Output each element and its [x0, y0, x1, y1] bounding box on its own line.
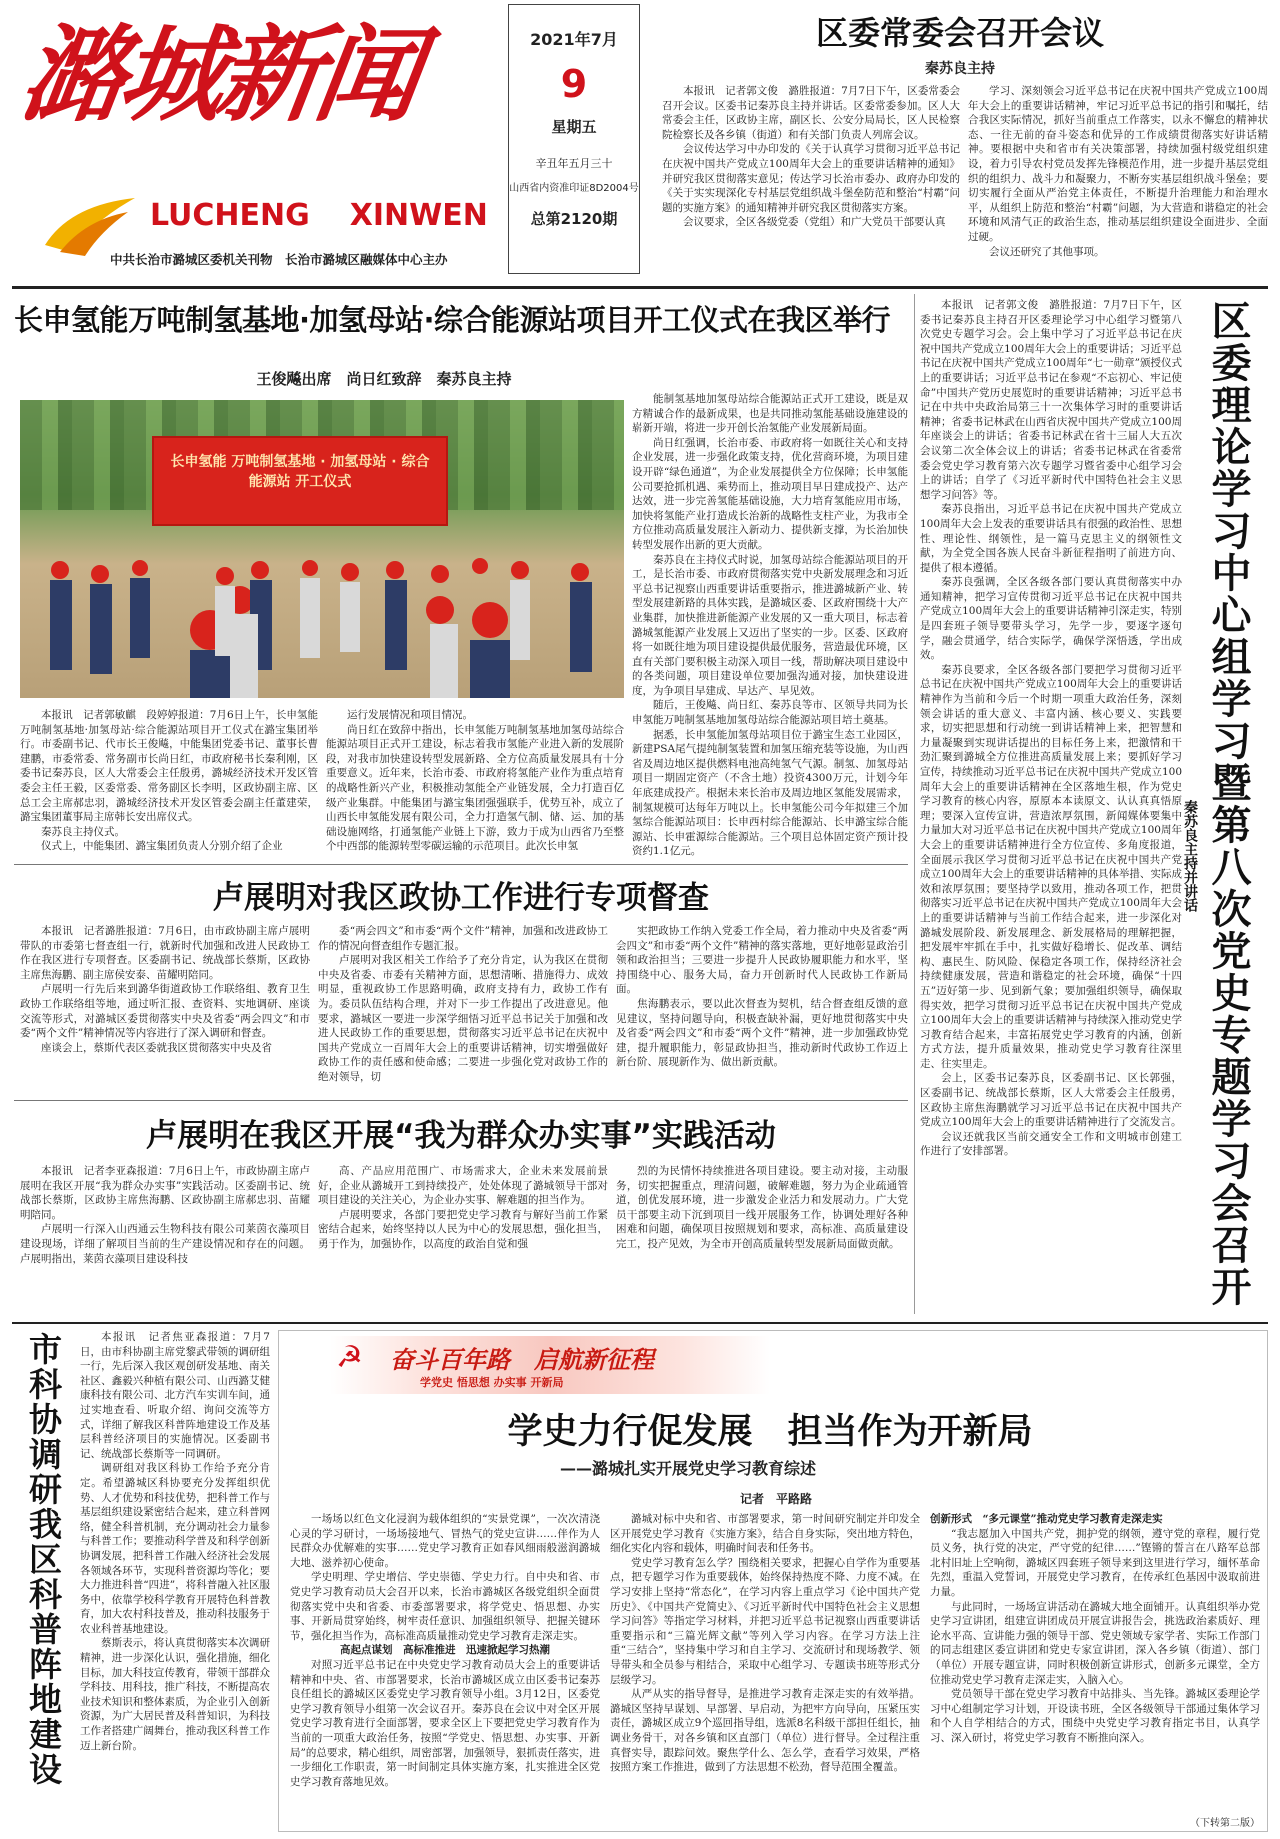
- masthead-title: 潞城新闻: [13, 13, 423, 136]
- divider-theory: [914, 294, 915, 1314]
- divider-lower: [12, 1322, 1268, 1324]
- date-issue: 总第2120期: [530, 210, 618, 228]
- campaign-sub: 学党史 悟思想 办实事 开新局: [420, 1376, 564, 1389]
- service-col1: 本报讯 记者李亚森报道：7月6日上午，市政协副主席卢展明在我区开展“我为群众办实事”实践活动。区委副书记、统战部长蔡斯，区政协主席焦海鹏、区政协副主席郝忠羽、苗耀明陪同。 卢展明一行深入山西通云生物科技有限公司莱茵衣藻项目建设现场，详细了解项目当前的生产建设情况和存在的问题。卢展明指出，莱茵衣藻项目建设科技: [20, 1165, 310, 1265]
- date-box: [508, 4, 640, 274]
- standing-committee-col2: 学习、深刻领会习近平总书记在庆祝中国共产党成立100周年大会上的重要讲话精神，牢记习近平总书记的指引和嘱托，结合我区实际情况，抓好当前重点工作落实，以永不懈怠的精神状态、一往无前的奋斗姿态和优异的工作成绩贯彻落实好讲话精神。要根据中央和省市有关决策部署，持续加强村级党组织建设，着力引导农村党员发挥先锋模范作用，进一步提升基层党组织的组织力、战斗力和凝聚力，不断夯实基层组织战斗堡垒；要切实履行全面从严治党主体责任，不断提升治理能力和治理水平，从组织上防范和整治“村霸”问题，为大营造和谐稳定的社会环境和风清气正的政治生态，推动基层组织建设全面进步、全面过硬。 会议还研究了其他事项。: [968, 85, 1268, 258]
- service-col2: 高、产品应用范围广、市场需求大，企业未来发展前景好，企业从潞城开工到持续投产，处处体现了潞城领导干部对项目建设的关注关心，为企业办实事、解难题的担当作为。 卢展明要求，各部门要把党史学习教育与解好当前工作紧密结合起来，始终坚持以人民为中心的发展思想，强化担当，勇于作为，加强协作，以高度的政治自觉和强: [318, 1165, 608, 1250]
- lead-col-a: 本报讯 记者郭敏麒 段婷婷报道：7月6日上午，长申氢能万吨制氢基地·加氢母站·综合能源站项目开工仪式在潞宝集团举行。市委副书记、代市长王俊飚，中能集团党委书记、董事长曹建鹏，市委常委、常务副市长尚日红，市政府秘书长秦利刚，区委书记秦苏良，区人大常委会主任殷勇，潞城经济技术开发区管委会主任王毅，区委常委、常务副区长李明，区政协副主席、区总工会主席郝忠羽，潞城经济技术开发区管委会副主任董建荣，潞宝集团董事局主席韩长安出席仪式。 秦苏良主持仪式。 仪式上，中能集团、潞宝集团负责人分别介绍了企业: [20, 709, 318, 853]
- theory-subtitle: 秦苏良主持并讲话: [1182, 800, 1198, 912]
- feature-headline: 学史力行促发展 担当作为开新局: [507, 1412, 1033, 1452]
- date-permit: 山西省内资准印证8D2004号: [509, 183, 639, 194]
- service-headline: 卢展明在我区开展“我为群众办实事”实践活动: [146, 1118, 776, 1154]
- lead-headline: 长申氢能万吨制氢基地·加氢母站·综合能源站项目开工仪式在我区举行: [14, 303, 891, 337]
- political-col3: 实把政协工作纳入党委工作全局，着力推动中央及省委“两会四文”和市委“两个文件”精神的落实落地，更好地彰显政治引领和政治担当；三要进一步提升人民政协履职能力和水平，坚持围绕中心、服务大局，奋力开创新时代人民政协工作新局面。 焦海鹏表示，要以此次督查为契机，结合督查组反馈的意见建议，坚持问题导向，积极查缺补漏，更好地贯彻落实中央及省委“两会四文”和市委“两个文件”精神，进一步加强政协党建，提升履职能力，彰显政协担当，推动新时代政协工作迈上新台阶、展现新作为、做出新贡献。: [616, 925, 908, 1069]
- date-day: 9: [560, 62, 588, 106]
- sci-body: 本报讯 记者焦亚森报道：7月7日，由市科协副主席党黎武带领的调研组一行，先后深入我区观创研发基地、南关社区、鑫毅兴种植有限公司、山西潞艾健康科技有限公司、北方汽车实训车间，通过实地查看、听取介绍、询问交流等方式，详细了解我区科普阵地建设工作及基层科普经济项目的实施情况。区委副书记、统战部长蔡斯等一同调研。 调研组对我区科协工作给予充分肯定。希望潞城区科协要充分发挥组织优势、人才优势和科技优势，把科普工作与基层组织建设紧密结合起来，建立科普网络，健全科普机制，充分调动社会力量参与科普工作；要推动科学普及和科学创新协调发展，把科普工作融入经济社会发展各领域各环节，实现科普资源均等化；要大力推进科普“四进”，将科普融入社区服务中，依靠学校科学教育开展特色科普教育，加大农村科技普及，推动科技服务于农业科普基地建设。 蔡斯表示，将认真贯彻落实本次调研精神，进一步深化认识，强化措施，细化目标，加大科技宣传教育，带领干部群众学科技、用科技，推广科技，不断提高农业技术知识和整体素质，为企业引入创新资源，为广大居民普及科普知识，为科技工作者搭建广阔舞台，推动我区科普工作迈上新台阶。: [80, 1331, 270, 1752]
- theory-headline: 区委理论学习中心组学习暨第八次党史专题学习会召开: [1205, 300, 1251, 1308]
- divider-service: [14, 1100, 908, 1101]
- party-emblem-icon: ☭: [336, 1340, 363, 1375]
- feature-author: 记者 平路路: [740, 1492, 813, 1506]
- service-col3: 烈的为民情怀持续推进各项目建设。要主动对接，主动服务，切实把握重点，理清问题，破解难题，努力为企业疏通管道，创优发展环境，进一步激发企业活力和发展动力。广大党员干部要主动下沉到项目一线开展服务工作，协调处理好各种困难和问题，确保项目按照规划和要求，高标准、高质量建设完工，投产见效，为全市开创高质量转型发展新局面做贡献。: [616, 1165, 908, 1250]
- theory-body: 本报讯 记者郭文俊 潞胜报道：7月7日下午，区委书记秦苏良主持召开区委理论学习中心组学习暨第八次党史专题学习会。会上集中学习了习近平总书记在庆祝中国共产党成立100周年大会上的重要讲话；习近平总书记在庆祝中国共产党成立100周年“七一勋章”颁授仪式上的重要讲话；习近平总书记在参观“不忘初心、牢记使命”中国共产党历史展览时的重要讲话精神；习近平总书记在中共中央政治局第三十一次集体学习时的重要讲话精神；省委书记林武在山西省庆祝中国共产党成立100周年座谈会上的讲话；省委书记林武在省十三届人大五次会议第二次全体会议上的讲话；省委书记林武在省委常委会党史学习教育第六次专题学习暨省委中心组学习会上的讲话；自学了《习近平新时代中国特色社会主义思想学习问答》等。 秦苏良指出，习近平总书记在庆祝中国共产党成立100周年大会上发表的重要讲话具有很强的政治性、思想性、理论性、纲领性，是一篇马克思主义的纲领性文献，为全党全国各族人民奋斗新征程指明了前进方向、提供了根本遵循。 秦苏良强调，全区各级各部门要认真贯彻落实中办通知精神，把学习宣传贯彻习近平总书记在庆祝中国共产党成立100周年大会上的重要讲话精神引深走实，特别是四套班子领导要带头学习，先学一步，要逐字逐句学，融会贯通学，结合实际学，确保学深悟透，学出成效。 秦苏良要求，全区各级各部门要把学习贯彻习近平总书记在庆祝中国共产党成立100周年大会上的重要讲话精神作为当前和今后一个时期一项重大政治任务，深刻领会讲话的重大意义、丰富内涵、核心要义、实践要求，切实把思想和行动统一到讲话精神上来，把智慧和力量凝聚到实现讲话提出的目标任务上来，把激情和干劲汇聚到潞城全方位推进高质量发展上来；要抓好学习宣传，持续推动习近平总书记在庆祝中国共产党成立100周年大会上的重要讲话精神在全区落地生根，作为党史学习教育的核心内容，原原本本读原文、认认真真悟原理；要深入宣传宣讲，营造浓厚氛围，新闻媒体要集中力量加大对习近平总书记在庆祝中国共产党成立100周年大会上的重要讲话精神进行全方位宣传、多角度报道，全面展示我区学习贯彻习近平总书记在庆祝中国共产党成立100周年大会上的重要讲话精神的具体举措、实际成效和浓厚氛围；要坚持学以致用，推动各项工作，把贯彻落实习近平总书记在庆祝中国共产党成立100周年大会上的重要讲话精神与当前工作结合起来，进一步深化对潞城发展阶段、新发展理念、新发展格局的理解把握，把发展牢牢抓在手中，扎实做好稳增长、促改革、调结构、惠民生、防风险、保稳定各项工作，保持经济社会持续健康发展，营造和谐稳定的社会环境，确保“十四五”迈好第一步、见到新气象；要加强组织领导，确保取得实效，把学习贯彻习近平总书记在庆祝中国共产党成立100周年大会上的重要讲话精神与持续深入推动党史学习教育结合起来，丰富拓展党史学习教育的内涵，创新方式方法，提升质量效果，推动党史学习教育往深里走、往实里走。 会上，区委书记秦苏良，区委副书记、区长郭强，区委副书记、统战部长蔡斯，区人大常委会主任殷勇，区政协主席焦海鹏就学习习近平总书记在庆祝中国共产党成立100周年大会上的重要讲话精神进行了交流发言。 会议还就我区当前交通安全工作和文明城市创建工作进行了安排部署。: [920, 299, 1182, 1158]
- campaign-banner: [330, 1336, 770, 1394]
- date-lunar: 辛丑年五月三十: [535, 157, 613, 170]
- masthead-divider: [12, 286, 1268, 289]
- lead-photo: [20, 400, 624, 698]
- masthead-pinyin-lucheng: LUCHENG: [150, 198, 310, 233]
- political-col2: 委“两会四文”和市委“两个文件”精神，加强和改进政协工作的情况向督查组作专题汇报。 卢展明对我区相关工作给予了充分肯定，认为我区在贯彻中央及省委、市委有关精神方面，思想清晰、措施得力、成效明显，重视政协工作思路明确，政府支持有力，政协工作有为。委员队伍结构合理，并对下一步工作提出了改进意见。他要求，潞城区一要进一步深学细悟习近平总书记关于加强和改进人民政协工作的重要思想，贯彻落实习近平总书记在庆祝中国共产党成立一百周年大会上的重要讲话精神，切实增强做好政协工作的责任感和使命感；二要进一步强化党对政协工作的绝对领导，切: [318, 925, 608, 1083]
- campaign-slogan: 奋斗百年路 启航新征程: [390, 1345, 654, 1374]
- feature-subtitle: ——潞城扎实开展党史学习教育综述: [560, 1459, 817, 1478]
- date-year-month: 2021年7月: [530, 30, 618, 49]
- masthead-pinyin-xinwen: XINWEN: [349, 198, 488, 233]
- divider-political: [14, 864, 908, 865]
- political-headline: 卢展明对我区政协工作进行专项督查: [213, 880, 709, 916]
- lead-col-c: 能制氢基地加氢母站综合能源站正式开工建设，既是双方精诚合作的最新成果，也是共同推动氢能基础设施建设的崭新开端，将进一步开创长治氢能产业发展新局面。 尚日红强调，长治市委、市政府将一如既往关心和支持企业发展，进一步强化政策支持，优化营商环境，为项目建设开辟“绿色通道”，为企业发展提供全方位保障；长申氢能公司要抢抓机遇、乘势而上，推动项目早日建成投产、达产达效，进一步完善氢能基础设施，大力培育氢能应用市场，加快将氢能产业打造成长治新的战略性支柱产业，为我市全方位推动高质量发展注入新动力、提供新支撑，为长治加快转型发展作出新的更大贡献。 秦苏良在主持仪式时说，加氢母站综合能源站项目的开工，是长治市委、市政府贯彻落实党中央新发展理念和习近平总书记视察山西重要讲话重要指示，推进潞城新产业、转型发展建新路的具体实践，是潞城区委、区政府围绕十大产业集群，加快推进新能源产业发展的又一重大项目，标志着潞城氢能源产业发展上又迈出了坚实的一步。区委、区政府将一如既往地为项目建设提供最优服务，营造最优环境，区直有关部门要积极主动深入项目一线，帮助解决项目建设中的各类问题，项目建设单位要加强沟通对接，加快建设进度，为争项目早建成、早达产、早见效。 随后，王俊飚、尚日红、秦苏良等市、区领导共同为长申氢能万吨制氢基地加氢母站综合能源站项目培土奠基。 据悉，长申氢能加氢母站项目位于潞宝生态工业园区，新建PSA尾气提纯制氢装置和加氢压缩充装等设施，为山西省及周边地区提供燃料电池高纯氢气气源。制氢、加氢母站项目一期固定资产（不含土地）投资4300万元，计划今年年底建成投产。根据未来长治市及周边地区氢能发展需求，制氢规模可达每年万吨以上。长申氢能公司今年拟建三个加氢综合能源站项目：长申西村综合能源站、长申潞宝综合能源站、长申霍源综合能源站。三个项目总体固定资产预计投资约1.1亿元。: [632, 393, 908, 858]
- ceremony-banner: [152, 436, 448, 526]
- lead-subtitle: 王俊飚出席 尚日红致辞 秦苏良主持: [256, 370, 512, 388]
- feature-col2: 潞城对标中央和省、市部署要求，第一时间研究制定并印发全区开展党史学习教育《实施方案》，结合自身实际，突出地方特色，细化实化内容和载体，明确时间表和任务书。 党史学习教育怎么学？围绕相关要求，把握心自学作为重要基点，把专题学习作为重要载体，始终保持热度不降、力度不减。在学习安排上坚持“常态化”，在学习内容上重点学习《论中国共产党历史》、《中国共产党简史》、《习近平新时代中国特色社会主义思想学习问答》等指定学习材料，并把习近平总书记视察山西重要讲话重要指示和“三篇光辉文献”等列入学习内容。在学习方法上注重“三结合”，坚持集中学习和自主学习、交流研讨和现场教学、领导带头和全员参与相结合，采取中心组学习、专题读书班等形式分层级学习。 从严从实的指导督导，是推进学习教育走深走实的有效举措。潞城区坚持早谋划、早部署、早启动，为把牢方向导向，压紧压实责任，潞城区成立9个巡回指导组，选派8名科级干部担任组长，抽调业务骨干，对各乡镇和区直部门（单位）进行督导。全过程注重真督实导，跟踪问效。聚焦学什么、怎么学，查看学习效果，严格按照方案工作推进，做到了方法思想不松劲，督导范围全覆盖。: [610, 1513, 920, 1774]
- date-weekday: 星期五: [551, 118, 597, 136]
- lead-col-b: 运行发展情况和项目情况。 尚日红在致辞中指出，长申氢能万吨制氢基地加氢母站综合能源站项目正式开工建设，标志着我市氢能产业进入新的发展阶段，对我市加快建设转型发展新路、全方位高质量发展具有十分重要意义。近年来，长治市委、市政府将氢能产业作为重点培育的战略性新兴产业，积极推动氢能全产业链发展，全力打造百亿级产业集群。中能集团与潞宝集团强强联手，优势互补，成立了山西长申氢能发展有限公司，全力打造氢气制、储、运、加的基础设施网络，打通氢能产业链上下游，致力于成为山西省乃至整个中西部的能源转型零碳运输的示范项目。此次长申氢: [326, 709, 624, 853]
- standing-committee-headline: 区委常委会召开会议: [815, 14, 1104, 52]
- standing-committee-host: 秦苏良主持: [925, 61, 995, 77]
- ceremony-banner-text: 长申氢能 万吨制氢基地 · 加氢母站 · 综合能源站 开工仪式: [170, 454, 430, 490]
- feature-col3: 创新形式 “多元课堂”推动党史学习教育走深走实 “我志愿加入中国共产党，拥护党的纲领，遵守党的章程，履行党员义务，执行党的决定，严守党的纪律……”铿锵的誓言在八路军总部北村旧址上空响彻，潞城区四套班子领导来到这里进行学习，缅怀革命先烈，重温入党誓词，开展党史学习教育，在传承红色基因中汲取前进力量。 与此同时，一场场宣讲活动在潞城大地全面铺开。认真组织举办党史学习宣讲团，组建宣讲团成员开展宣讲报告会，挑选政治素质好、理论水平高、宣讲能力强的领导干部、党史领域专家学者、实际工作部门的同志组建区委宣讲团和党史专家宣讲团，深入各乡镇（街道）、部门（单位）开展专题宣讲，同时积极创新宣讲形式，创新多元课堂，全方位推动党史学习教育走深走实，入脑入心。 党员领导干部在党史学习教育中站排头、当先锋。潞城区委理论学习中心组制定学习计划，开设读书班，全区各级领导干部通过集体学习和个人自学相结合的方式，围绕中央党史学习教育指定书目，认真学习、深入研讨，将党史学习教育不断推向深入。: [930, 1513, 1260, 1744]
- feature-col1: 一场场以红色文化浸润为载体组织的“实景党课”，一次次清浇心灵的学习研讨，一场场接地气、冒热气的党史宣讲……伴作为人民群众办优解难的实事……党史学习教育正如春风细雨般滋润潞城大地、滋养初心使命。 学史明理、学史增信、学史崇德、学史力行。自中央和省、市党史学习教育动员大会召开以来，长治市潞城区各级党组织全面贯彻落实党中央和省委、市委部署要求，将学党史、悟思想、办实事、开新局贯穿始终，树牢责任意识、加强组织领导、把握关键环节，强化担当作为，高标准高质量推动党史学习教育走深走实。 高起点谋划 高标准推进 迅速掀起学习热潮 对照习近平总书记在中央党史学习教育动员大会上的重要讲话精神和中央、省、市部署要求，长治市潞城区成立由区委书记秦苏良任组长的潞城区区委党史学习教育领导小组。3月12日，区委党史学习教育领导小组第一次会议召开。秦苏良在会议中对全区开展党史学习教育进行全面部署，要求全区上下要把党史学习教育作为当前的一项重大政治任务，按照“学党史、悟思想、办实事、开新局”的总要求，精心组织，周密部署，加强领导，狠抓责任落实，进一步细化工作职责，第一时间制定具体实施方案，扎实推进全区党史学习教育落地见效。: [290, 1513, 600, 1788]
- workers-crowd: [20, 540, 624, 698]
- sci-headline: 市科协调研我区科普阵地建设: [24, 1332, 63, 1787]
- masthead-sponsor: 中共长治市潞城区委机关刊物 长治市潞城区融媒体中心主办: [110, 252, 448, 267]
- political-col1: 本报讯 记者潞胜报道：7月6日，由市政协副主席卢展明带队的市委第七督查组一行，就新时代加强和改进人民政协工作在我区进行专项督查。区委副书记、统战部长蔡斯，区政协主席焦海鹏、副主席侯安泰、苗耀明陪同。 卢展明一行先后来到潞华街道政协工作联络组、教育卫生政协工作联络组等地，通过听汇报、查资料、实地调研、座谈交流等形式，对潞城区委贯彻落实中央及省委“两会四文”和市委“两个文件”精神情况等内容进行了深入调研和督查。 座谈会上，蔡斯代表区委就我区贯彻落实中央及省: [20, 925, 310, 1054]
- standing-committee-col1: 本报讯 记者郭文俊 潞胜报道：7月7日下午，区委常委会召开会议。区委书记秦苏良主持并讲话。区委常委参加。区人大常委会主任，区政协主席，副区长、公安分局局长，区人民检察院检察长及各乡镇（街道）和有关部门负责人列席会议。 会议传达学习中办印发的《关于认真学习贯彻习近平总书记在庆祝中国共产党成立100周年大会上的重要讲话精神的通知》并研究我区贯彻落实意见；传达学习长治市委办、政府办印发的《关于实实现深化专村基层党组织战斗堡垒防范和整治“村霸”问题的实施方案》的通知精神并研究我区贯彻落实方案。 会议要求，全区各级党委（党组）和广大党员干部要认真: [662, 85, 960, 229]
- feature-continued: （下转第二版）: [1190, 1818, 1260, 1829]
